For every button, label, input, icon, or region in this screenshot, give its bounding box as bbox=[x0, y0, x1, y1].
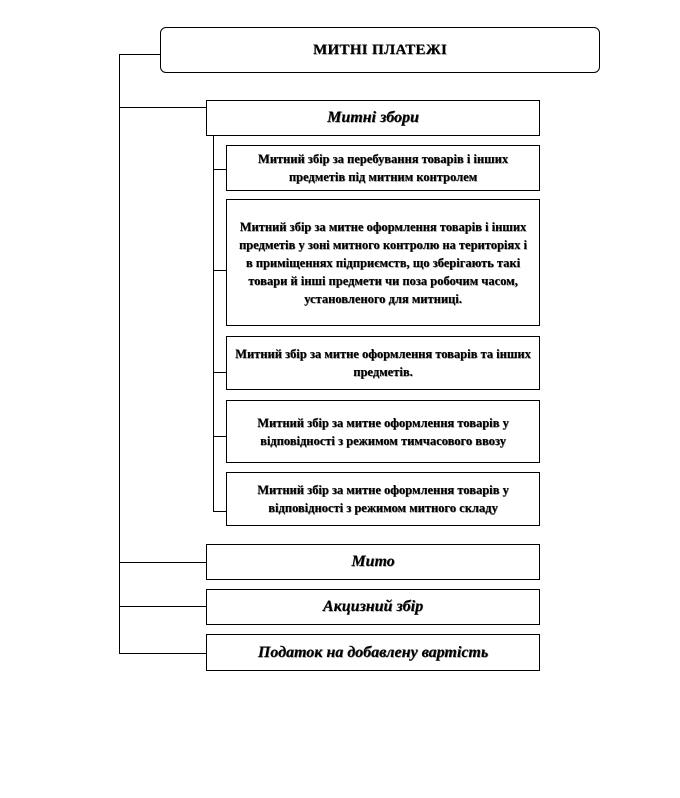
fee-item-4 bbox=[226, 400, 540, 463]
sub-connector-3 bbox=[213, 372, 226, 373]
connector-duty bbox=[119, 562, 206, 563]
fee-item-4-label: Митний збір за митне оформлення товарів у відповідності з режимом тимчасового ввозу bbox=[257, 415, 509, 448]
root-title: МИТНІ ПЛАТЕЖІ bbox=[312, 41, 448, 58]
connector-root bbox=[119, 54, 160, 55]
category-duty-label: Мито bbox=[351, 553, 395, 570]
category-excise-label: Акцизний збір bbox=[322, 598, 424, 615]
connector-fees bbox=[119, 107, 206, 108]
sub-connector-4 bbox=[213, 436, 226, 437]
fee-item-3 bbox=[226, 336, 540, 390]
root-node-customs-payments bbox=[160, 27, 600, 73]
category-vat bbox=[206, 634, 540, 671]
trunk-line bbox=[119, 54, 120, 654]
fee-item-5-label: Митний збір за митне оформлення товарів у відповідності з режимом митного складу bbox=[257, 483, 509, 515]
connector-vat bbox=[119, 653, 206, 654]
sub-connector-1 bbox=[213, 169, 226, 170]
category-customs-fees bbox=[206, 100, 540, 136]
category-duty bbox=[206, 544, 540, 580]
sub-connector-2 bbox=[213, 270, 226, 271]
category-customs-fees-label: Митні збори bbox=[327, 109, 419, 126]
fee-item-2-label: Митний збір за митне оформлення товарів і інших предметів у зоні митного контролю на територіях і в приміщеннях підприємств, що зберігають такі товари й інші предмети чи поза робочим часом, установленого для митниці. bbox=[238, 219, 528, 306]
fee-item-5 bbox=[226, 472, 540, 526]
sub-connector-5 bbox=[213, 511, 226, 512]
fee-item-1-label: Митний збір за перебування товарів і інших предметів під митним контролем bbox=[257, 152, 509, 184]
connector-excise bbox=[119, 606, 206, 607]
category-vat-label: Податок на добавлену вартість bbox=[257, 643, 489, 661]
fee-item-1 bbox=[226, 145, 540, 191]
category-excise bbox=[206, 589, 540, 625]
fee-item-3-label: Митний збір за митне оформлення товарів та інших предметів. bbox=[235, 347, 531, 379]
fee-item-2 bbox=[226, 199, 540, 326]
sub-trunk-line bbox=[213, 136, 214, 512]
